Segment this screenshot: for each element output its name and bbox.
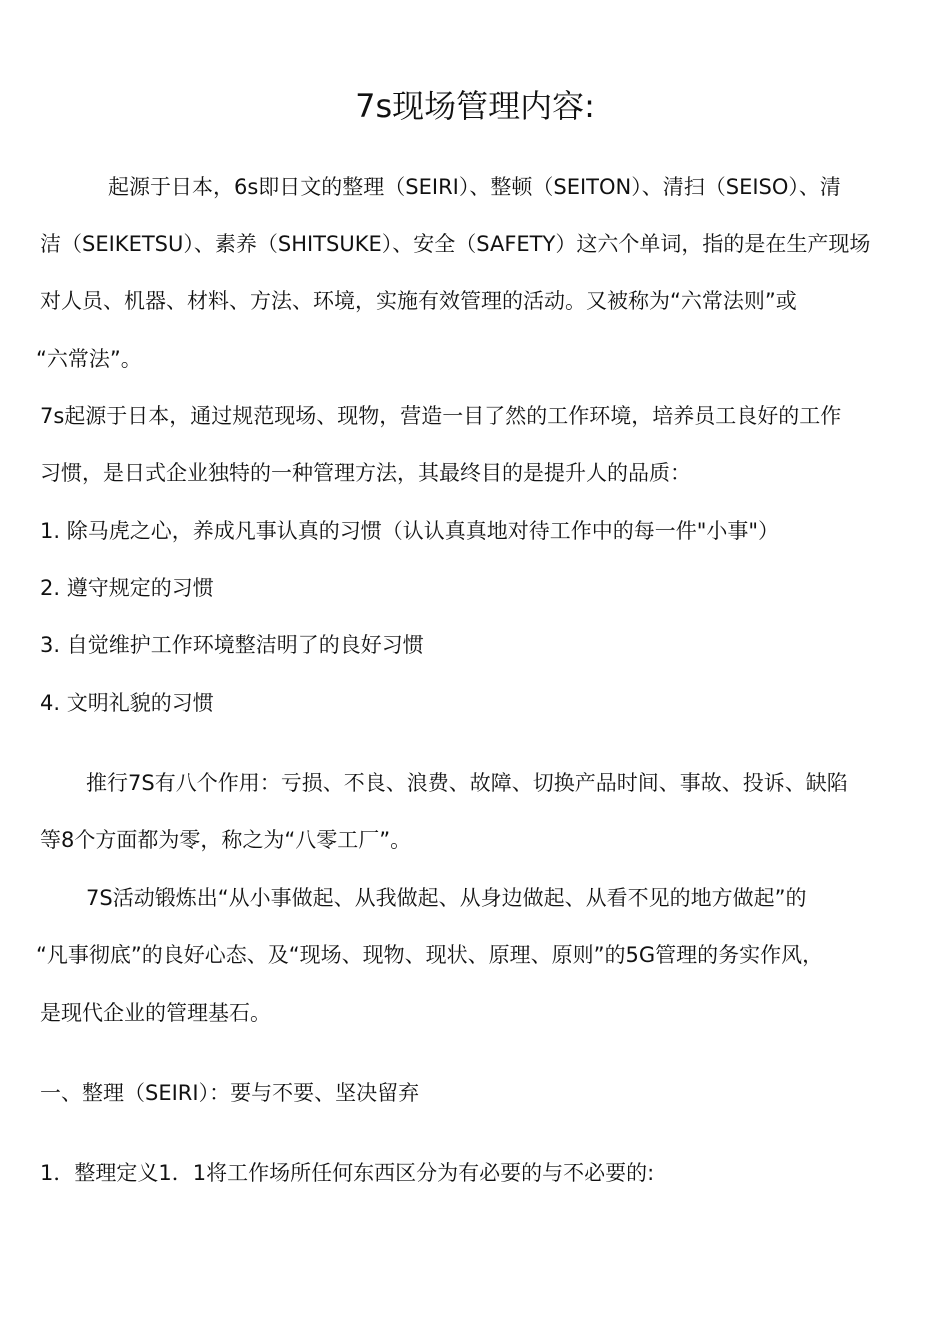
habit-item-4: 4. 文明礼貌的习惯: [40, 691, 214, 715]
effects-line-2: 等8个方面都为零，称之为“八零工厂”。: [40, 828, 412, 852]
origin-line-2: 习惯，是日式企业独特的一种管理方法，其最终目的是提升人的品质：: [40, 461, 691, 485]
intro-line-1: 起源于日本，6s即日文的整理（SEIRI）、整顿（SEITON）、清扫（SEISO）、清: [108, 175, 841, 199]
activity-line-2: “凡事彻底”的良好心态、及“现场、现物、现状、原理、原则”的5G管理的务实作风，: [36, 943, 824, 967]
intro-line-2: 洁（SEIKETSU）、素养（SHITSUKE）、安全（SAFETY）这六个单词，指的是在生产现场: [40, 232, 871, 256]
habit-item-3: 3. 自觉维护工作环境整洁明了的良好习惯: [40, 633, 424, 657]
page-title: 7s现场管理内容:: [355, 87, 595, 125]
activity-line-3: 是现代企业的管理基石。: [40, 1001, 271, 1025]
intro-line-4: “六常法”。: [36, 347, 142, 371]
section-item-definition: 1．整理定义1．1将工作场所任何东西区分为有必要的与不必要的:: [40, 1161, 655, 1185]
effects-line-1: 推行7S有八个作用：亏损、不良、浪费、故障、切换产品时间、事故、投诉、缺陷: [86, 771, 848, 795]
activity-line-1: 7S活动锻炼出“从小事做起、从我做起、从身边做起、从看不见的地方做起”的: [86, 886, 807, 910]
section-heading-seiri: 一、整理（SEIRI）：要与不要、坚决留弃: [40, 1081, 420, 1105]
intro-line-3: 对人员、机器、材料、方法、环境，实施有效管理的活动。又被称为“六常法则”或: [40, 289, 797, 313]
origin-line-1: 7s起源于日本，通过规范现场、现物，营造一目了然的工作环境，培养员工良好的工作: [40, 404, 842, 428]
habit-item-1: 1. 除马虎之心，养成凡事认真的习惯（认认真真地对待工作中的每一件"小事"）: [40, 519, 780, 543]
habit-item-2: 2. 遵守规定的习惯: [40, 576, 214, 600]
